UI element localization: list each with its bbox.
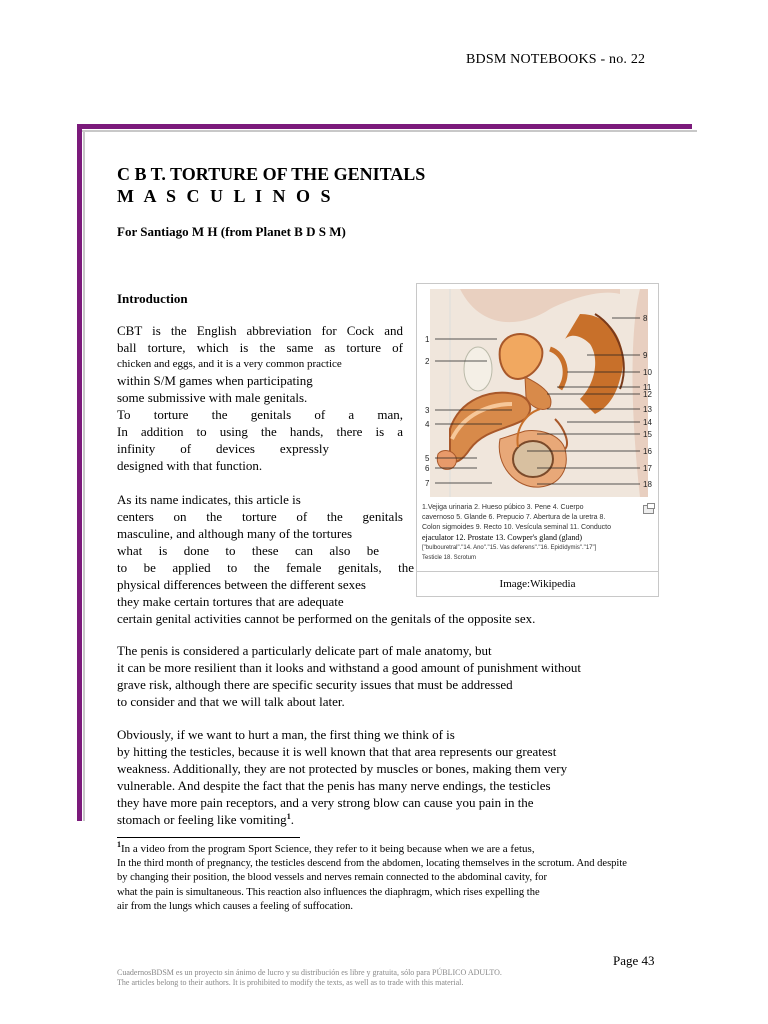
figure-label: 4 <box>425 420 430 429</box>
text-line: CBT is the English abbreviation for Cock and <box>117 323 403 338</box>
figure-label: 17 <box>643 464 652 473</box>
text-line: vulnerable. And despite the fact that the penis has many nerve endings, the testicles <box>117 778 551 793</box>
paragraph-1 <box>117 322 403 474</box>
frame-left-shadow <box>83 132 85 821</box>
figure-label: 8 <box>643 314 648 323</box>
footnote-line <box>117 842 627 857</box>
byline: For Santiago M H (from Planet B D S M) <box>117 224 346 239</box>
footnote <box>117 842 627 915</box>
text-line: by hitting the testicles, because it is well known that that area represents our greatest <box>117 744 557 759</box>
title-line-1: C B T. TORTURE OF THE GENITALS <box>117 164 426 184</box>
title-line-2: M A S C U L I N O S <box>117 186 334 206</box>
text-line: they make certain tortures that are adequate <box>117 594 344 609</box>
text-line: centers on the torture of the genitals <box>117 509 403 524</box>
frame-top-shadow <box>77 130 697 132</box>
text-line: As its name indicates, this article is <box>117 492 301 507</box>
text-line: within S/M games when participating <box>117 373 313 388</box>
text-line: they have more pain receptors, and a very strong blow can cause you pain in the <box>117 795 534 810</box>
text-line: ball torture, which is the same as torture of <box>117 340 403 355</box>
text-line: masculine, and although many of the tortures <box>117 526 353 541</box>
text-line: weakness. Additionally, they are not protected by muscles or bones, making them very <box>117 761 568 776</box>
text-line: some submissive with male genitals. <box>117 390 308 405</box>
figure-credit: Image:Wikipedia <box>417 571 658 596</box>
footnote-text: In a video from the program Sport Science, they refer to it being because when we are a fetus, <box>121 843 535 855</box>
text-line: chicken and eggs, and it is a very common practice <box>117 358 342 370</box>
figure-label: 3 <box>425 406 430 415</box>
anatomy-figure <box>416 283 659 597</box>
figure-label: 2 <box>425 357 430 366</box>
figure-label: 16 <box>643 447 652 456</box>
text-line: to be applied to the female genitals, the <box>117 560 414 575</box>
frame-left-rule <box>77 124 82 821</box>
figure-label: 7 <box>425 479 430 488</box>
figure-caption <box>422 503 654 563</box>
text-line: To torture the genitals of a man, <box>117 407 403 422</box>
figure-label: 12 <box>643 390 652 399</box>
page-footer <box>117 968 502 988</box>
footer-line: The articles belong to their authors. It is prohibited to modify the texts, as well as to trade with this material. <box>117 978 464 987</box>
footnote-line: what the pain is simultaneous. This reaction also influences the diaphragm, which rises expelling the <box>117 886 540 898</box>
figure-label: 1 <box>425 335 430 344</box>
caption-line: 1.Vejiga urinaria 2. Hueso púbico 3. Pene 4. Cuerpo <box>422 504 584 511</box>
text-line: physical differences between the different sexes <box>117 577 366 592</box>
footnote-line: In the third month of pregnancy, the testicles descend from the abdomen, locating themselves in the scrotum. And despite <box>117 857 627 869</box>
figure-label: 13 <box>643 405 652 414</box>
figure-label: 18 <box>643 480 652 489</box>
footnote-line: by changing their position, the blood vessels and nerves remain connected to the abdominal cavity, for <box>117 872 547 883</box>
paragraph-3 <box>117 642 581 710</box>
text-line: Obviously, if we want to hurt a man, the first thing we think of is <box>117 727 455 742</box>
figure-label: 5 <box>425 454 430 463</box>
footnote-number: 1 <box>117 840 121 849</box>
text-line-content: stomach or feeling like vomiting <box>117 812 287 827</box>
caption-line: Testicle 18. Scrotum <box>422 555 477 561</box>
text-line: certain genital activities cannot be performed on the genitals of the opposite sex. <box>117 611 536 626</box>
text-line: to consider and that we will talk about later. <box>117 694 345 709</box>
label-overlay <box>417 284 658 499</box>
figure-label: 11 <box>643 383 652 392</box>
footnote-separator <box>117 837 300 838</box>
text-line: what is done to these can also be <box>117 543 379 558</box>
figure-label: 9 <box>643 351 648 360</box>
figure-label: 14 <box>643 418 652 427</box>
figure-label: 15 <box>643 430 652 439</box>
caption-line: Colon sigmoides 9. Recto 10. Vesícula seminal 11. Conducto <box>422 524 611 531</box>
footer-line: CuadernosBDSM es un proyecto sin ánimo de lucro y su distribución es libre y gratuita, sólo para PÚBLICO ADULTO. <box>117 968 502 977</box>
section-heading: Introduction <box>117 291 188 306</box>
caption-line: cavernoso 5. Glande 6. Prepucio 7. Abertura de la uretra 8. <box>422 514 606 521</box>
frame-top-rule <box>77 124 692 129</box>
footnote-line: air from the lungs which causes a feeling of suffocation. <box>117 901 353 912</box>
text-line: In addition to using the hands, there is a <box>117 424 403 439</box>
article-title <box>117 163 425 207</box>
paragraph-4 <box>117 726 567 828</box>
caption-line: ejaculator 12. Prostate 13. Cowper's gland (gland) <box>422 533 583 542</box>
figure-label: 6 <box>425 464 430 473</box>
text-line: stomach or feeling like vomiting$^1$. <box>117 812 294 827</box>
figure-label: 10 <box>643 368 652 377</box>
caption-line: ["bulbouretral"."14. Ano"."15. Vas deferens"."16. Epidídymis"."17"] <box>422 545 597 551</box>
page-number: Page 43 <box>613 953 655 968</box>
text-line: The penis is considered a particularly delicate part of male anatomy, but <box>117 643 492 658</box>
text-line: infinity of devices expressly <box>117 441 329 456</box>
text-line: it can be more resilient than it looks and withstand a good amount of punishment without <box>117 660 581 675</box>
text-line: grave risk, although there are specific security issues that must be addressed <box>117 677 513 692</box>
text-line: designed with that function. <box>117 458 263 473</box>
footnote-ref[interactable]: 1 <box>286 812 291 821</box>
running-header: BDSM NOTEBOOKS - no. 22 <box>466 52 646 67</box>
